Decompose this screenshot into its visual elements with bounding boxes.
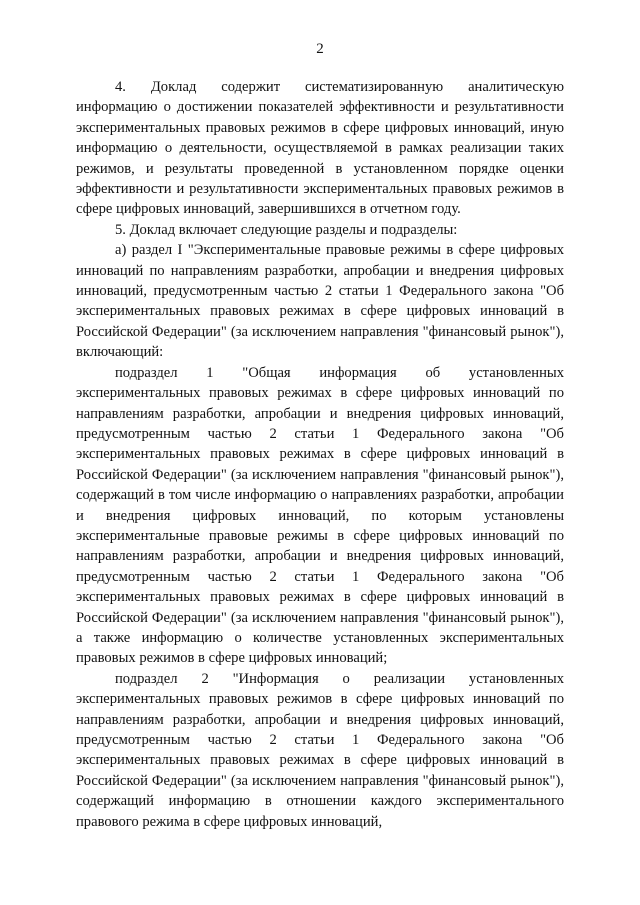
paragraph-subsection-2: подраздел 2 "Информация о реализации установленных экспериментальных правовых режимов в сфере цифровых инноваций по направлениям разработки, апробации и внедрения цифровых инноваций, предусмотренным частью 2 статьи 1 Федерального закона "Об экспериментальных правовых режимах в сфере цифровых инноваций в Российской Федерации" (за исключением направления "финансовый рынок"), содержащий информацию в отношении каждого экспериментального правового режима в сфере цифровых инноваций, [76,670,564,830]
paragraph-subsection-1: подраздел 1 "Общая информация об установленных экспериментальных правовых режимах в сфере цифровых инноваций по направлениям разработки, апробации и внедрения цифровых инноваций, предусмотренным частью 2 статьи 1 Федерального закона "Об экспериментальных правовых режимах в сфере цифровых инноваций в Российской Федерации" (за исключением направления "финансовый рынок"), содержащий в том числе информацию о направлениях разработки, апробации и внедрения цифровых инноваций, по которым установлены экспериментальные правовые режимы в сфере цифровых инноваций по направлениям разработки, апробации и внедрения цифровых инноваций, предусмотренным частью 2 статьи 1 Федерального закона "Об экспериментальных правовых режимах в сфере цифровых инноваций в Российской Федерации" (за исключением направления "финансовый рынок"), а также информацию о количестве установленных экспериментальных правовых режимов в сфере цифровых инноваций; [76,364,564,667]
page-number: 2 [316,41,324,57]
document-body [76,77,564,832]
paragraph-item-5: 5. Доклад включает следующие разделы и подразделы: [115,221,458,238]
paragraph-section-a: а) раздел I "Экспериментальные правовые режимы в сфере цифровых инноваций по направлениям разработки, апробации и внедрения цифровых инноваций, предусмотренным частью 2 статьи 1 Федерального закона "Об экспериментальных правовых режимах в сфере цифровых инноваций в Российской Федерации" (за исключением направления "финансовый рынок"), включающий: [76,242,564,361]
paragraph-item-4: 4. Доклад содержит систематизированную аналитическую информацию о достижении показателей эффективности и результативности экспериментальных правовых режимов в сфере цифровых инноваций, иную информацию о деятельности, осуществляемой в рамках реализации таких режимов, и результаты проведенной в установленном порядке оценки эффективности и результативности экспериментальных правовых режимов в сфере цифровых инноваций, завершившихся в отчетном году. [76,79,564,218]
